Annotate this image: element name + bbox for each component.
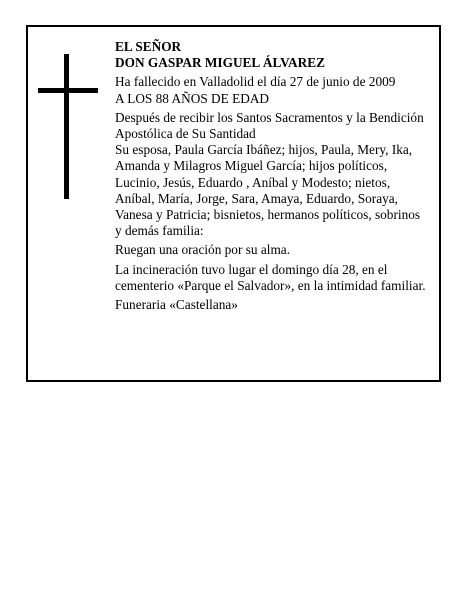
funeral-home: Funeraria «Castellana» bbox=[115, 297, 238, 313]
cremation-paragraph: La incineración tuvo lugar el domingo día 28, en el cementerio «Parque el Salvador», en la intimidad familiar. bbox=[115, 261, 426, 293]
latin-cross-icon bbox=[38, 54, 98, 199]
family-paragraph: Su esposa, Paula García Ibáñez; hijos, Paula, Mery, Ika, Amanda y Milagros Miguel García; hijos políticos, Lucinio, Jesús, Eduardo , Aníbal y Modesto; nietos, Aníbal, María, Jorge, Sara, Amaya, Eduardo, Soraya, Vanesa y Patricia; bisnietos, hermanos políticos, sobrinos y demás familia: bbox=[115, 142, 421, 239]
cross-vertical-bar bbox=[64, 54, 69, 199]
prayer-request: Ruegan una oración por su alma. bbox=[115, 242, 291, 258]
obituary-notice bbox=[26, 25, 441, 382]
obituary-text bbox=[115, 39, 427, 313]
title-line-1: EL SEÑOR bbox=[115, 39, 182, 54]
age-statement: A LOS 88 AÑOS DE EDAD bbox=[115, 90, 270, 106]
deceased-name: DON GASPAR MIGUEL ÁLVAREZ bbox=[115, 55, 325, 71]
death-statement: Ha fallecido en Valladolid el día 27 de junio de 2009 bbox=[115, 74, 396, 90]
cross-horizontal-bar bbox=[38, 88, 98, 93]
sacraments-paragraph: Después de recibir los Santos Sacramentos y la Bendición Apostólica de Su Santidad bbox=[115, 109, 424, 142]
